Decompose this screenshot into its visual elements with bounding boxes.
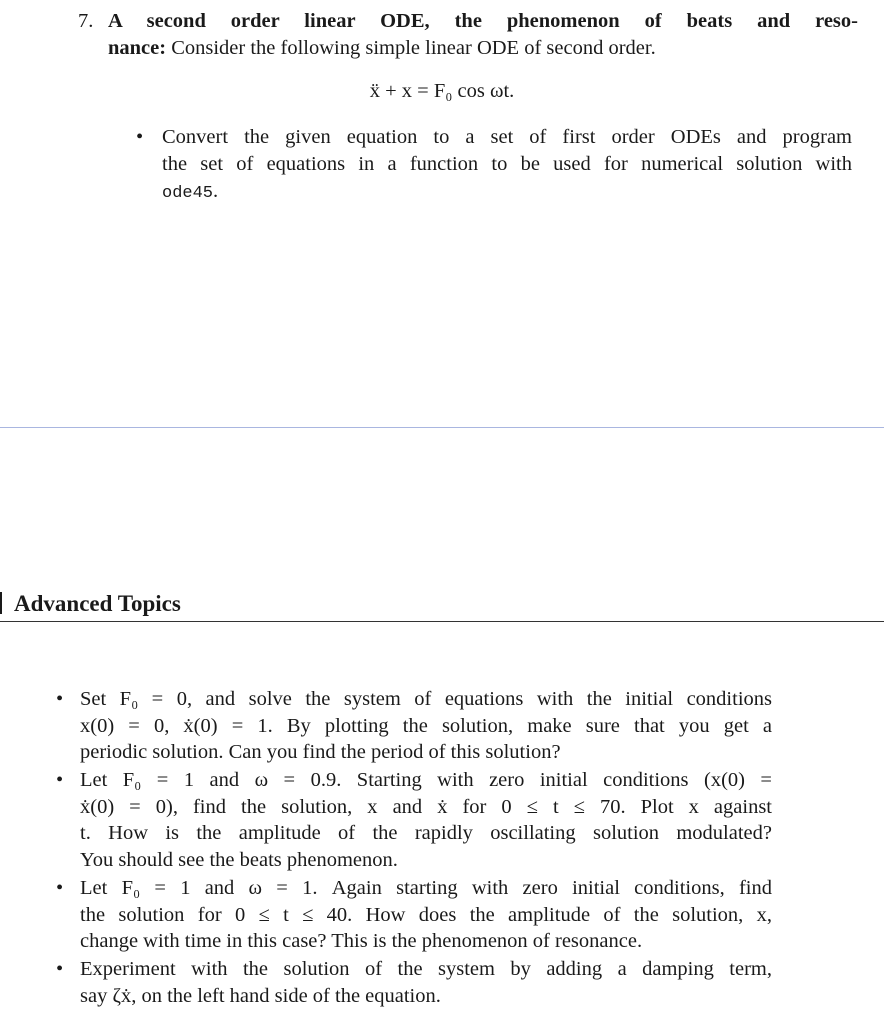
bullet-dot: • <box>56 688 64 710</box>
item-line: Set F₀ = 0, and solve the system of equations with the initial conditions <box>80 688 772 710</box>
section-heading <box>0 589 181 619</box>
problem-bullet-line: Convert the given equation to a set of first order ODEs and program <box>162 126 852 148</box>
item-line: Let F₀ = 1 and ω = 1. Again starting with zero initial conditions, find <box>80 877 772 899</box>
item-line: say ζẋ, on the left hand side of the equation. <box>80 984 441 1007</box>
item-line: x(0) = 0, ẋ(0) = 1. By plotting the solution, make sure that you get a <box>80 714 772 737</box>
code-tail: . <box>213 180 219 202</box>
bullet-dot: • <box>56 769 64 791</box>
problem-bullet-line <box>162 178 852 207</box>
problem-intro-text: Consider the following simple linear ODE of second order. <box>166 37 656 59</box>
section-title: Advanced Topics <box>14 591 181 616</box>
bullet-dot: • <box>136 126 144 148</box>
problem-title-line2 <box>108 35 858 62</box>
page-separator <box>0 427 884 428</box>
item-line: ẋ(0) = 0), find the solution, x and ẋ for 0 ≤ t ≤ 70. Plot x against <box>80 795 772 818</box>
item-line: change with time in this case? This is the phenomenon of resonance. <box>80 930 643 953</box>
problem-number: 7. <box>78 10 94 32</box>
problem-title-bold-1: A second order linear ODE, the phenomenon of beats and reso- <box>108 10 858 32</box>
problem-title-bold-2: nance: <box>108 37 167 59</box>
problem-title-line1 <box>108 8 858 35</box>
item-line: Let F₀ = 1 and ω = 0.9. Starting with zero initial conditions (x(0) = <box>80 769 772 791</box>
display-equation: ẍ + x = F₀ cos ωt. <box>369 80 515 102</box>
section-mark <box>0 592 8 614</box>
item-line: periodic solution. Can you find the period of this solution? <box>80 741 561 764</box>
item-line: Experiment with the solution of the system by adding a damping term, <box>80 958 772 980</box>
problem-bullet-line: the set of equations in a function to be used for numerical solution with <box>162 153 852 175</box>
section-rule <box>0 621 884 622</box>
code-ode45: ode45 <box>162 184 214 203</box>
bullet-dot: • <box>56 877 64 899</box>
item-line: the solution for 0 ≤ t ≤ 40. How does the amplitude of the solution, x, <box>80 903 772 926</box>
bullet-dot: • <box>56 958 64 980</box>
item-line: t. How is the amplitude of the rapidly oscillating solution modulated? <box>80 822 772 845</box>
item-line: You should see the beats phenomenon. <box>80 849 398 872</box>
